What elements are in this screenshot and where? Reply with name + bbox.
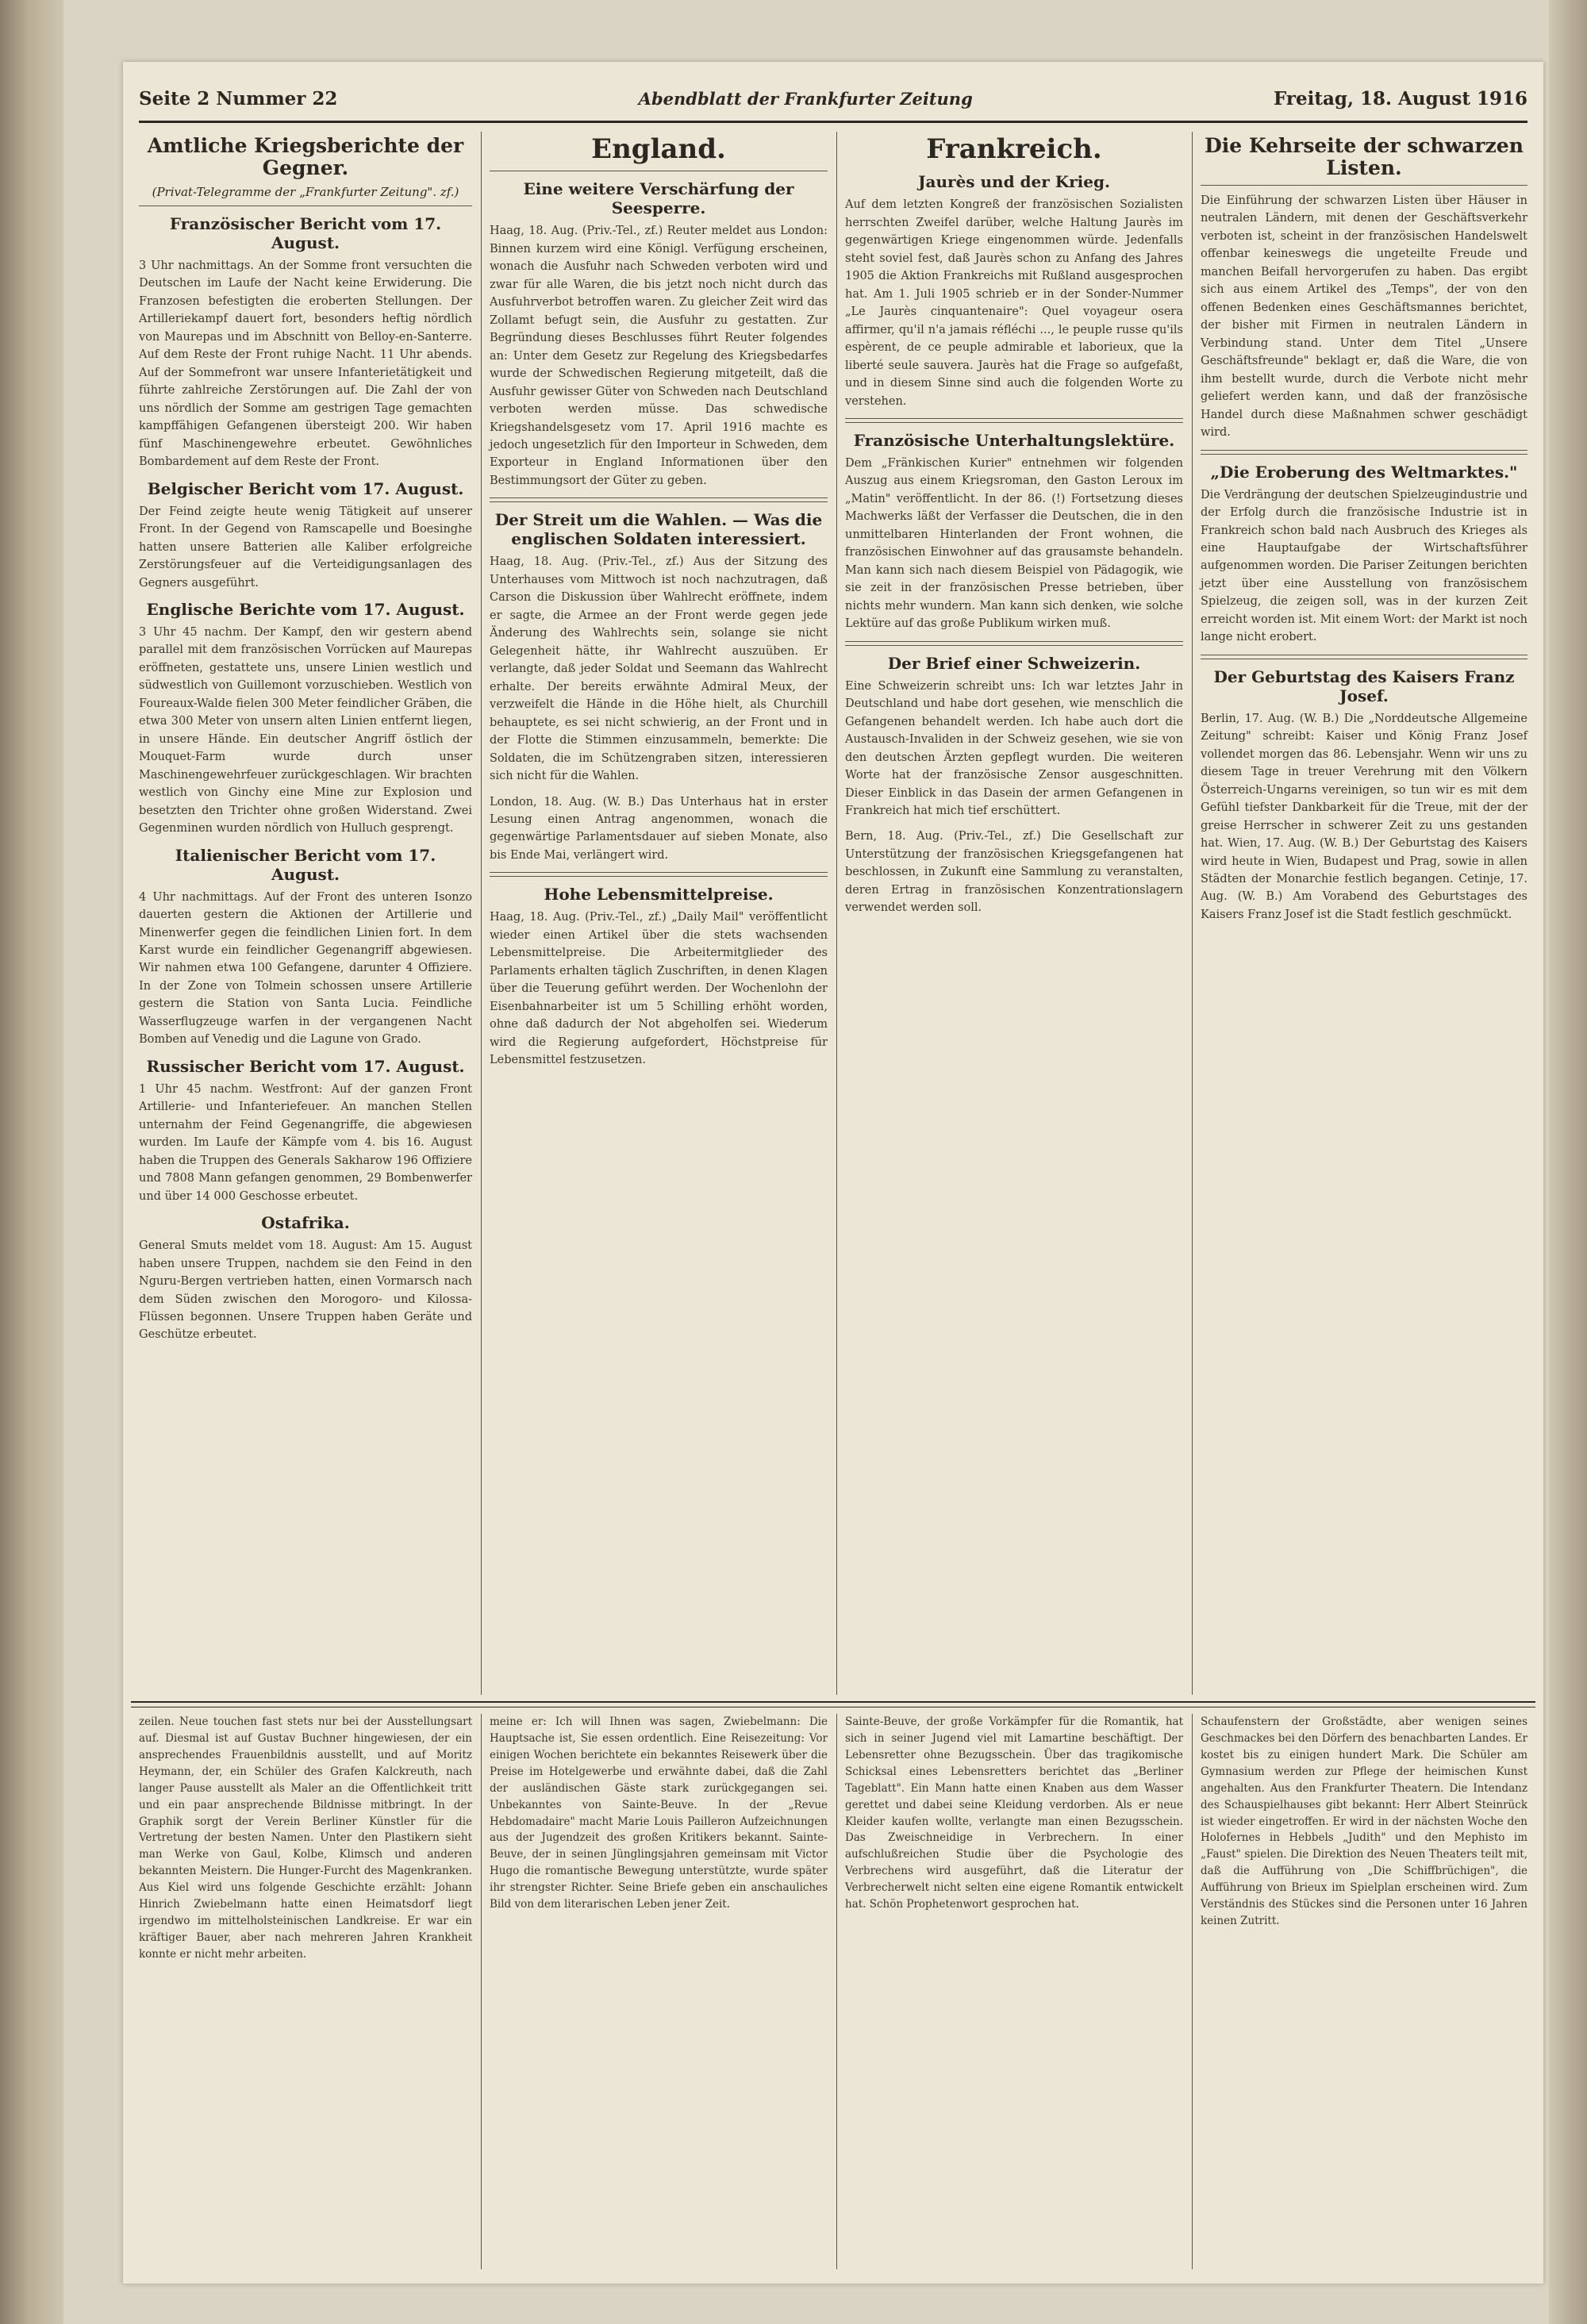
divider [1201, 450, 1527, 455]
section-heading: „Die Eroberung des Weltmarktes." [1210, 462, 1518, 482]
column-black-lists [1193, 132, 1535, 1695]
section-heading: Französische Unterhaltungslektüre. [853, 431, 1175, 451]
article-body: 4 Uhr nachmittags. Auf der Front des unteren Isonzo dauerten gestern die Aktionen der Artillerie und Minenwerfer gegen die feindlichen Linien fort. In dem Karst wurde ein feindlicher Gegenangriff abgewiesen. Wir nahmen etwa 100 Gefangene, darunter 4 Offiziere. In der Zone von Tolmein schossen unsere Artillerie gestern die Station von Santa Lucia. Feindliche Wasserflugzeuge warfen in der vergangenen Nacht Bomben auf Venedig und die Lagune von Grado. [139, 890, 472, 1047]
article-title: Frankreich. [926, 133, 1102, 165]
column-england [482, 132, 836, 1695]
divider [1201, 655, 1527, 659]
newspaper-name: Abendblatt der Frankfurter Zeitung [638, 88, 973, 109]
feuilleton-column [837, 1714, 1191, 2269]
masthead [139, 79, 1527, 117]
article-body: General Smuts meldet vom 18. August: Am 15. August haben unsere Truppen, nachdem sie den Feind in den Nguru-Bergen vertrieben hatten, einen Vormarsch nach dem Süden zwischen den Morogoro- und Kilossa-Flüssen begonnen. Unsere Truppen haben Geräte und Geschütze erbeutet. [139, 1239, 472, 1342]
section-heading: Englische Berichte vom 17. August. [146, 599, 465, 619]
book-binding [0, 0, 63, 2324]
section-heading: Eine weitere Verschärfung der Seesperre. [523, 179, 794, 218]
section-heading: Jaurès und der Krieg. [918, 172, 1110, 192]
masthead-rule [139, 121, 1527, 123]
article-body: 1 Uhr 45 nachm. Westfront: Auf der ganzen Front Artillerie- und Infanteriefeuer. An manchen Stellen unternahm der Feind Gegenangriffe, die abgewiesen wurden. Im Laufe der Kämpfe vom 4. bis 16. August haben die Truppen des Generals Sakharow 196 Offiziere und 7808 Mann gefangen genommen, 29 Bombenwerfer und über 14 000 Geschosse erbeutet. [139, 1082, 472, 1203]
article-title: England. [591, 133, 726, 165]
article-body: London, 18. Aug. (W. B.) Das Unterhaus hat in erster Lesung einen Antrag angenommen, wonach die gegenwärtige Parlamentsdauer auf sieben Monate, also bis Ende Mai, verlängert wird. [490, 795, 828, 862]
article-title: Die Kehrseite der schwarzen Listen. [1205, 134, 1524, 179]
article-body: Die Verdrängung der deutschen Spielzeugindustrie und der Erfolg durch die französische Industrie ist in Frankreich schon bald nach Ausbruch des Krieges als eine Hauptaufgabe der Wirtschaftsführer aufgenommen worden. Die Pariser Zeitungen berichten jetzt über eine Ausstellung von französischem Spielzeug, die zeigen soll, was in der kurzen Zeit erreicht worden ist. Mit einem Wort: der Markt ist noch lange nicht erobert. [1201, 488, 1527, 644]
article-body: Auf dem letzten Kongreß der französischen Sozialisten herrschten Zweifel darüber, welche Haltung Jaurès im gegenwärtigen Kriege eingenommen würde. Jedenfalls steht soviel fest, daß Jaurès schon zu Anfang des Jahres 1905 die Aktion Frankreichs mit Rußland ausgesprochen hat. Am 1. Juli 1905 schrieb er in der Sonder-Nummer „Le Jaurès cinquantenaire": Quel voyageur osera affirmer, qu'il n'a jamais réfléchi ..., le peuple russe qu'ils espèrent, de ce peuple admirable et laborieux, que la liberté seule sauvera. Jaurès hat die Frage so aufgefaßt, und in diesem Sinne sind auch die folgenden Worte zu verstehen. [845, 198, 1183, 408]
article-subtitle: (Privat-Telegramme der „Frankfurter Zeitung". zf.) [152, 185, 459, 199]
feuilleton-text: zeilen. Neue touchen fast stets nur bei der Ausstellungsart auf. Diesmal ist auf Gustav Buchner hingewiesen, der ein ansprechendes Frauenbildnis ausstellt, und auf Moritz Heymann, der, ein Schüler des Grafen Kalckreuth, nach langer Pause ausstellt als Maler an die Offentlichkeit tritt und ein paar ansprechende Bildnisse mitbringt. In der Graphik sorgt der Verein Berliner Künstler für die Vertretung der besten Namen. Unter den Plastikern sieht man Werke von Gaul, Kolbe, Klimsch und anderen bekannten Meistern. Die Hunger-Furcht des Magenkranken. Aus Kiel wird uns folgende Geschichte erzählt: Johann Hinrich Zwiebelmann hatte einen Heimatsdorf liegt irgendwo im mittelholsteinischen Landkreise. Er war ein kräftiger Bauer, aber nach mehreren Jahren Krankheit konnte er nicht mehr arbeiten. [139, 1715, 472, 1961]
divider [490, 497, 828, 502]
feuilleton-column [1193, 1714, 1535, 2269]
section-heading: Der Streit um die Wahlen. — Was die englischen Soldaten interessiert. [494, 510, 823, 549]
article-body: Die Einführung der schwarzen Listen über Häuser in neutralen Ländern, mit denen der Geschäftsverkehr verboten ist, scheint in der französischen Handelswelt offenbar keineswegs die ungeteilte Freude und manchen Beifall hervorgerufen zu haben. Das ergibt sich aus einem Artikel des „Temps", der von den offenen Bedenken eines Geschäftsmannes berichtet, der bisher mit Firmen in neutralen Ländern in Verbindung stand. Unter dem Titel „Unsere Geschäftsfreunde" beklagt er, daß die Ware, die von ihm bestellt wurde, durch die Verbote nicht mehr geliefert werden kann, und daß der französische Handel durch diese Maßnahmen schwer geschädigt wird. [1201, 194, 1527, 440]
section-heading: Französischer Bericht vom 17. August. [169, 214, 442, 252]
issue-date: Freitag, 18. August 1916 [1273, 87, 1527, 109]
divider [845, 418, 1183, 423]
newspaper-page [123, 62, 1543, 2284]
divider [845, 641, 1183, 646]
article-title: Amtliche Kriegsberichte der Gegner. [147, 134, 464, 179]
article-body: Eine Schweizerin schreibt uns: Ich war letztes Jahr in Deutschland und habe dort gesehen, wie menschlich die Gefangenen behandelt werden. Ich habe auch dort die Austausch-Invaliden in der Schweiz gesehen, wie sie von den deutschen Ärzten gepflegt wurden. Die weiteren Worte hat der französische Zensor ausgeschnitten. Dieser Einblick in das Dasein der armen Gefangenen in Frankreich hat mich tief erschüttert. [845, 679, 1183, 817]
article-body: Berlin, 17. Aug. (W. B.) Die „Norddeutsche Allgemeine Zeitung" schreibt: Kaiser und König Franz Josef vollendet morgen das 86. Lebensjahr. Wenn wir uns zu diesem Tage in treuer Verehrung mit den Völkern Österreich-Ungarns vereinigen, so tun wir es mit dem Gefühl tiefster Dankbarkeit für die Treue, mit der der greise Herrscher in schwerer Zeit zu uns gestanden hat. Wien, 17. Aug. (W. B.) Der Geburtstag des Kaisers wird heute in Wien, Budapest und Prag, sowie in allen Städten der Monarchie festlich begangen. Cetinje, 17. Aug. (W. B.) Am Vorabend des Geburtstages des Kaisers Franz Josef ist die Stadt festlich geschmückt. [1201, 712, 1527, 921]
page-edge [1549, 0, 1587, 2324]
page-number: Seite 2 Nummer 22 [139, 87, 338, 109]
section-heading: Belgischer Bericht vom 17. August. [147, 478, 464, 498]
article-body: Dem „Fränkischen Kurier" entnehmen wir folgenden Auszug aus einem Kriegsroman, den Gaston Leroux im „Matin" veröffentlicht. In der 86. (!) Fortsetzung dieses Machwerks läßt der Verfasser die Deutschen, die in den unmittelbaren Hinterlanden der Front wohnen, die französischen Einwohner auf das grausamste behandeln. Man kann sich nach diesem Beispiel von Pädagogik, wie sie zeit in der französischen Presse betrieben, über nichts mehr wundern. Man kann sich denken, wie solche Lektüre auf das große Publikum wirken muß. [845, 457, 1183, 631]
feuilleton-column [131, 1714, 480, 2269]
article-body: Bern, 18. Aug. (Priv.-Tel., zf.) Die Gesellschaft zur Unterstützung der französischen Kriegsgefangenen hat beschlossen, in Zukunft eine Sammlung zu veranstalten, deren Ertrag in französischen Konzentrationslagern verwendet werden soll. [845, 830, 1183, 915]
divider [490, 872, 828, 877]
section-heading: Russischer Bericht vom 17. August. [146, 1056, 465, 1076]
article-body: Haag, 18. Aug. (Priv.-Tel., zf.) Reuter meldet aus London: Binnen kurzem wird eine Königl. Verfügung erscheinen, wonach die Ausfuhr nach Schweden verboten wird und zwar für alle Waren, die bis jetzt noch nicht durch das Ausfuhrverbot betroffen waren. Zu gleicher Zeit wird das Zollamt befugt sein, die Ausfuhr zu gestatten. Zur Begründung dieses Beschlusses führt Reuter folgendes an: Unter dem Gesetz zur Regelung des Kriegsbedarfes wurde der Schwedischen Regierung mitgeteilt, daß die Ausfuhr gewisser Güter von Schweden nach Deutschland verboten werden müsse. Das schwedische Kriegshandelsgesetz vom 17. April 1916 machte es jedoch ungesetzlich für den Importeur in Schweden, dem Exporteur in England Informationen über den Bestimmungsort der Güter zu geben. [490, 225, 828, 487]
section-heading: Ostafrika. [261, 1213, 350, 1233]
feuilleton-rule [131, 1701, 1535, 1707]
column-war-reports [131, 132, 480, 1695]
article-body: Haag, 18. Aug. (Priv.-Tel., zf.) „Daily Mail" veröffentlicht wieder einen Artikel über die stets wachsenden Lebensmittelpreise. Die Arbeitermitglieder des Parlaments erhalten täglich Zuschriften, in denen Klagen über die Teuerung geführt werden. Der Wochenlohn der Eisenbahnarbeiter ist um 5 Schilling erhöht worden, ohne daß dadurch der Not abgeholfen sei. Wiederum wird die Regierung aufgefordert, Höchstpreise für Lebensmittel festzusetzen. [490, 911, 828, 1067]
divider [1201, 185, 1527, 186]
article-body: Haag, 18. Aug. (Priv.-Tel., zf.) Aus der Sitzung des Unterhauses vom Mittwoch ist noch nachzutragen, daß Carson die Diskussion über Wahlrecht eröffnete, indem er sagte, die Armee an der Front werde gegen jede Änderung des Wahlrechts sein, solange sie nicht Gelegenheit hätte, ihr Wahlrecht auszuüben. Er verlangte, daß jeder Soldat und Seemann das Wahlrecht erhalte. Der bereits erwähnte Admiral Meux, der verzweifelt die Hände in die Höhe hielt, als Churchill behauptete, es sei nicht schwierig, an der Front und in der Flotte die Stimmen einzusammeln, bemerkte: Die Soldaten, die im Schützengraben sitzen, interessieren sich nicht für die Wahlen. [490, 555, 828, 783]
article-body: 3 Uhr 45 nachm. Der Kampf, den wir gestern abend parallel mit dem französischen Vorrücken auf Maurepas eröffneten, gestattete uns, unsere Linien westlich und südwestlich von Guillemont vorzuschieben. Westlich von Foureaux-Walde fielen 300 Meter feindlicher Gräben, die etwa 300 Meter von unsern alten Linien entfernt liegen, in unsere Hände. Ein deutscher Angriff östlich der Mouquet-Farm wurde durch unser Maschinengewehrfeuer zurückgeschlagen. Wir brachten westlich von Ginchy eine Mine zur Explosion und besetzten den Trichter ohne großen Widerstand. Zwei Gegenminen wurden nördlich von Hulluch gesprengt. [139, 625, 472, 835]
section-heading: Der Brief einer Schweizerin. [887, 653, 1141, 673]
feuilleton-text: Sainte-Beuve, der große Vorkämpfer für die Romantik, hat sich in seiner Jugend viel mit Lamartine beschäftigt. Der Lebensretter ohne Bezugsschein. Über das tragikomische Schicksal eines Lebensretters berichtet das „Berliner Tageblatt". Ein Mann hatte einen Knaben aus dem Wasser gerettet und dabei seine Kleidung verdorben. Als er neue Kleider kaufen wollte, verlangte man einen Bezugsschein. Das Zweischneidige in Verbrechern. In einer aufschlußreichen Studie über die Psychologie des Verbrechens wird ausgeführt, daß die Literatur der Verbrecherwelt nicht selten eine eigene Romantik entwickelt hat. Schön Prophetenwort gesprochen hat. [845, 1715, 1183, 1911]
article-body: Der Feind zeigte heute wenig Tätigkeit auf unserer Front. In der Gegend von Ramscapelle und Boesinghe hatten unsere Batterien alle Kaliber erfolgreiche Zerstörungsfeuer auf die Verteidigungsanlagen des Gegners ausgeführt. [139, 505, 472, 590]
section-heading: Der Geburtstag des Kaisers Franz Josef. [1213, 666, 1515, 705]
article-body: 3 Uhr nachmittags. An der Somme front versuchten die Deutschen im Laufe der Nacht keine Erwiderung. Die Franzosen befestigten die eroberten Stellungen. Der Artilleriekampf dauert fort, besonders heftig nördlich von Maurepas und im Abschnitt von Belloy-en-Santerre. Auf dem Reste der Front ruhige Nacht. 11 Uhr abends. Auf der Sommefront war unsere Infanterietätigkeit und führte zahlreiche Zerstörungen auf. Die Zahl der von uns nördlich der Somme am gestrigen Tage gemachten kampffähigen Gefangenen übersteigt 200. Wir haben fünf Maschinengewehre erbeutet. Gewöhnliches Bombardement auf dem Reste der Front. [139, 259, 472, 469]
feuilleton-text: Schaufenstern der Großstädte, aber wenigen seines Geschmackes bei den Dörfern des benachbarten Landes. Er kostet bis zu einigen hundert Mark. Die Schüler am Gymnasium werden zur Pflege der heimischen Kunst angehalten. Aus den Frankfurter Theatern. Die Intendanz des Schauspielhauses gibt bekannt: Herr Albert Steinrück ist wieder eingetroffen. Er wird in der nächsten Woche den Holofernes in Hebbels „Judith" und den Mephisto im „Faust" spielen. Die Direktion des Neuen Theaters teilt mit, daß die Aufführung von „Die Schiffbrüchigen", die Aufführung von Brieux im Spielplan erscheinen wird. Zum Verständnis des Stückes sind die Personen unter 16 Jahren keinen Zutritt. [1201, 1715, 1527, 1928]
section-heading: Hohe Lebensmittelpreise. [544, 885, 774, 905]
section-heading: Italienischer Bericht vom 17. August. [175, 845, 436, 884]
column-france [837, 132, 1191, 1695]
feuilleton-text: meine er: Ich will Ihnen was sagen, Zwiebelmann: Die Hauptsache ist, Sie essen ordentlich. Eine Reisezeitung: Vor einigen Wochen berichtete ein bekanntes Reisewerk über die Preise im Hotelgewerbe und erwähnte dabei, daß die Zahl der ausländischen Gäste stark zurückgegangen sei. Unbekanntes von Sainte-Beuve. In der „Revue Hebdomadaire" macht Marie Louis Pailleron Aufzeichnungen aus der Jugendzeit des großen Kritikers bekannt. Sainte-Beuve, der in seinen Jünglingsjahren gemeinsam mit Victor Hugo die romantische Bewegung unterstützte, wurde später ihr strengster Richter. Seine Briefe geben ein anschauliches Bild von dem literarischen Leben jener Zeit. [490, 1715, 828, 1911]
feuilleton-column [482, 1714, 836, 2269]
